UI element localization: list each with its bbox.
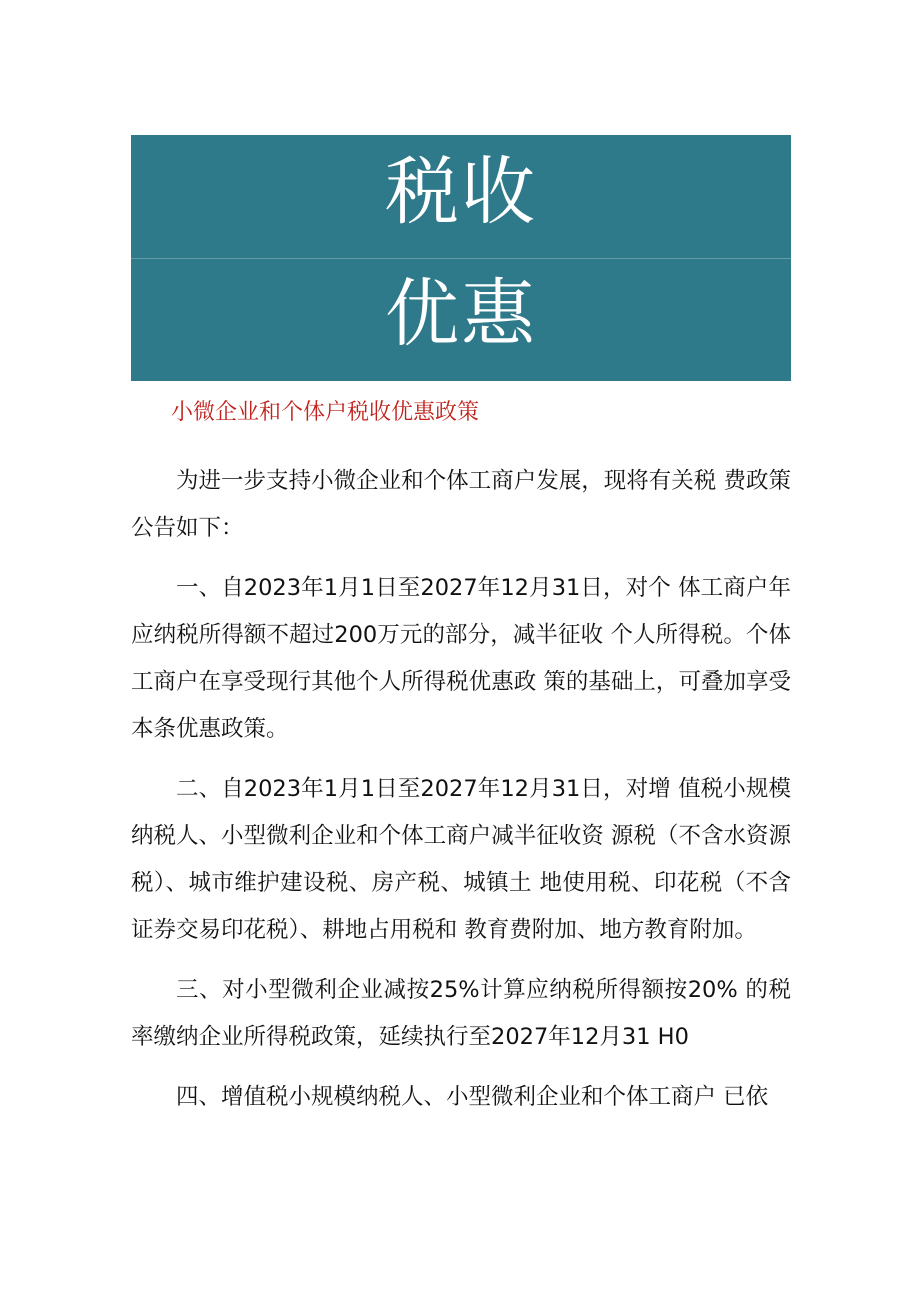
document-subtitle: 小微企业和个体户税收优惠政策	[171, 400, 480, 425]
paragraph-intro: 为进一步支持小微企业和个体工商户发展，现将有关税 费政策公告如下：	[131, 468, 791, 541]
paragraph-item-1: 一、自2023年1月1日至2027年12月31日，对个 体工商户年应纳税所得额不超过200万元的部分，减半征收 个人所得税。个体工商户在享受现行其他个人所得税优惠政 策的基础上，可叠加享受本条优惠政策。	[131, 575, 791, 742]
paragraph-item-4: 四、增值税小规模纳税人、小型微利企业和个体工商户 已依	[176, 1084, 769, 1110]
banner-title-line2: 优惠	[385, 271, 537, 357]
banner-title-line1: 税收	[385, 149, 537, 235]
banner-divider	[131, 258, 791, 259]
document-body	[131, 458, 791, 1134]
paragraph-item-2: 二、自2023年1月1日至2027年12月31日，对增 值税小规模纳税人、小型微利企业和个体工商户减半征收资 源税（不含水资源税）、城市维护建设税、房产税、城镇土 地使用税、印花税（不含证券交易印花税）、耕地占用税和 教育费附加、地方教育附加。	[131, 776, 791, 943]
title-banner	[131, 135, 791, 381]
paragraph-item-3: 三、对小型微利企业减按25%计算应纳税所得额按20% 的税率缴纳企业所得税政策，延续执行至2027年12月31 H0	[131, 977, 791, 1050]
